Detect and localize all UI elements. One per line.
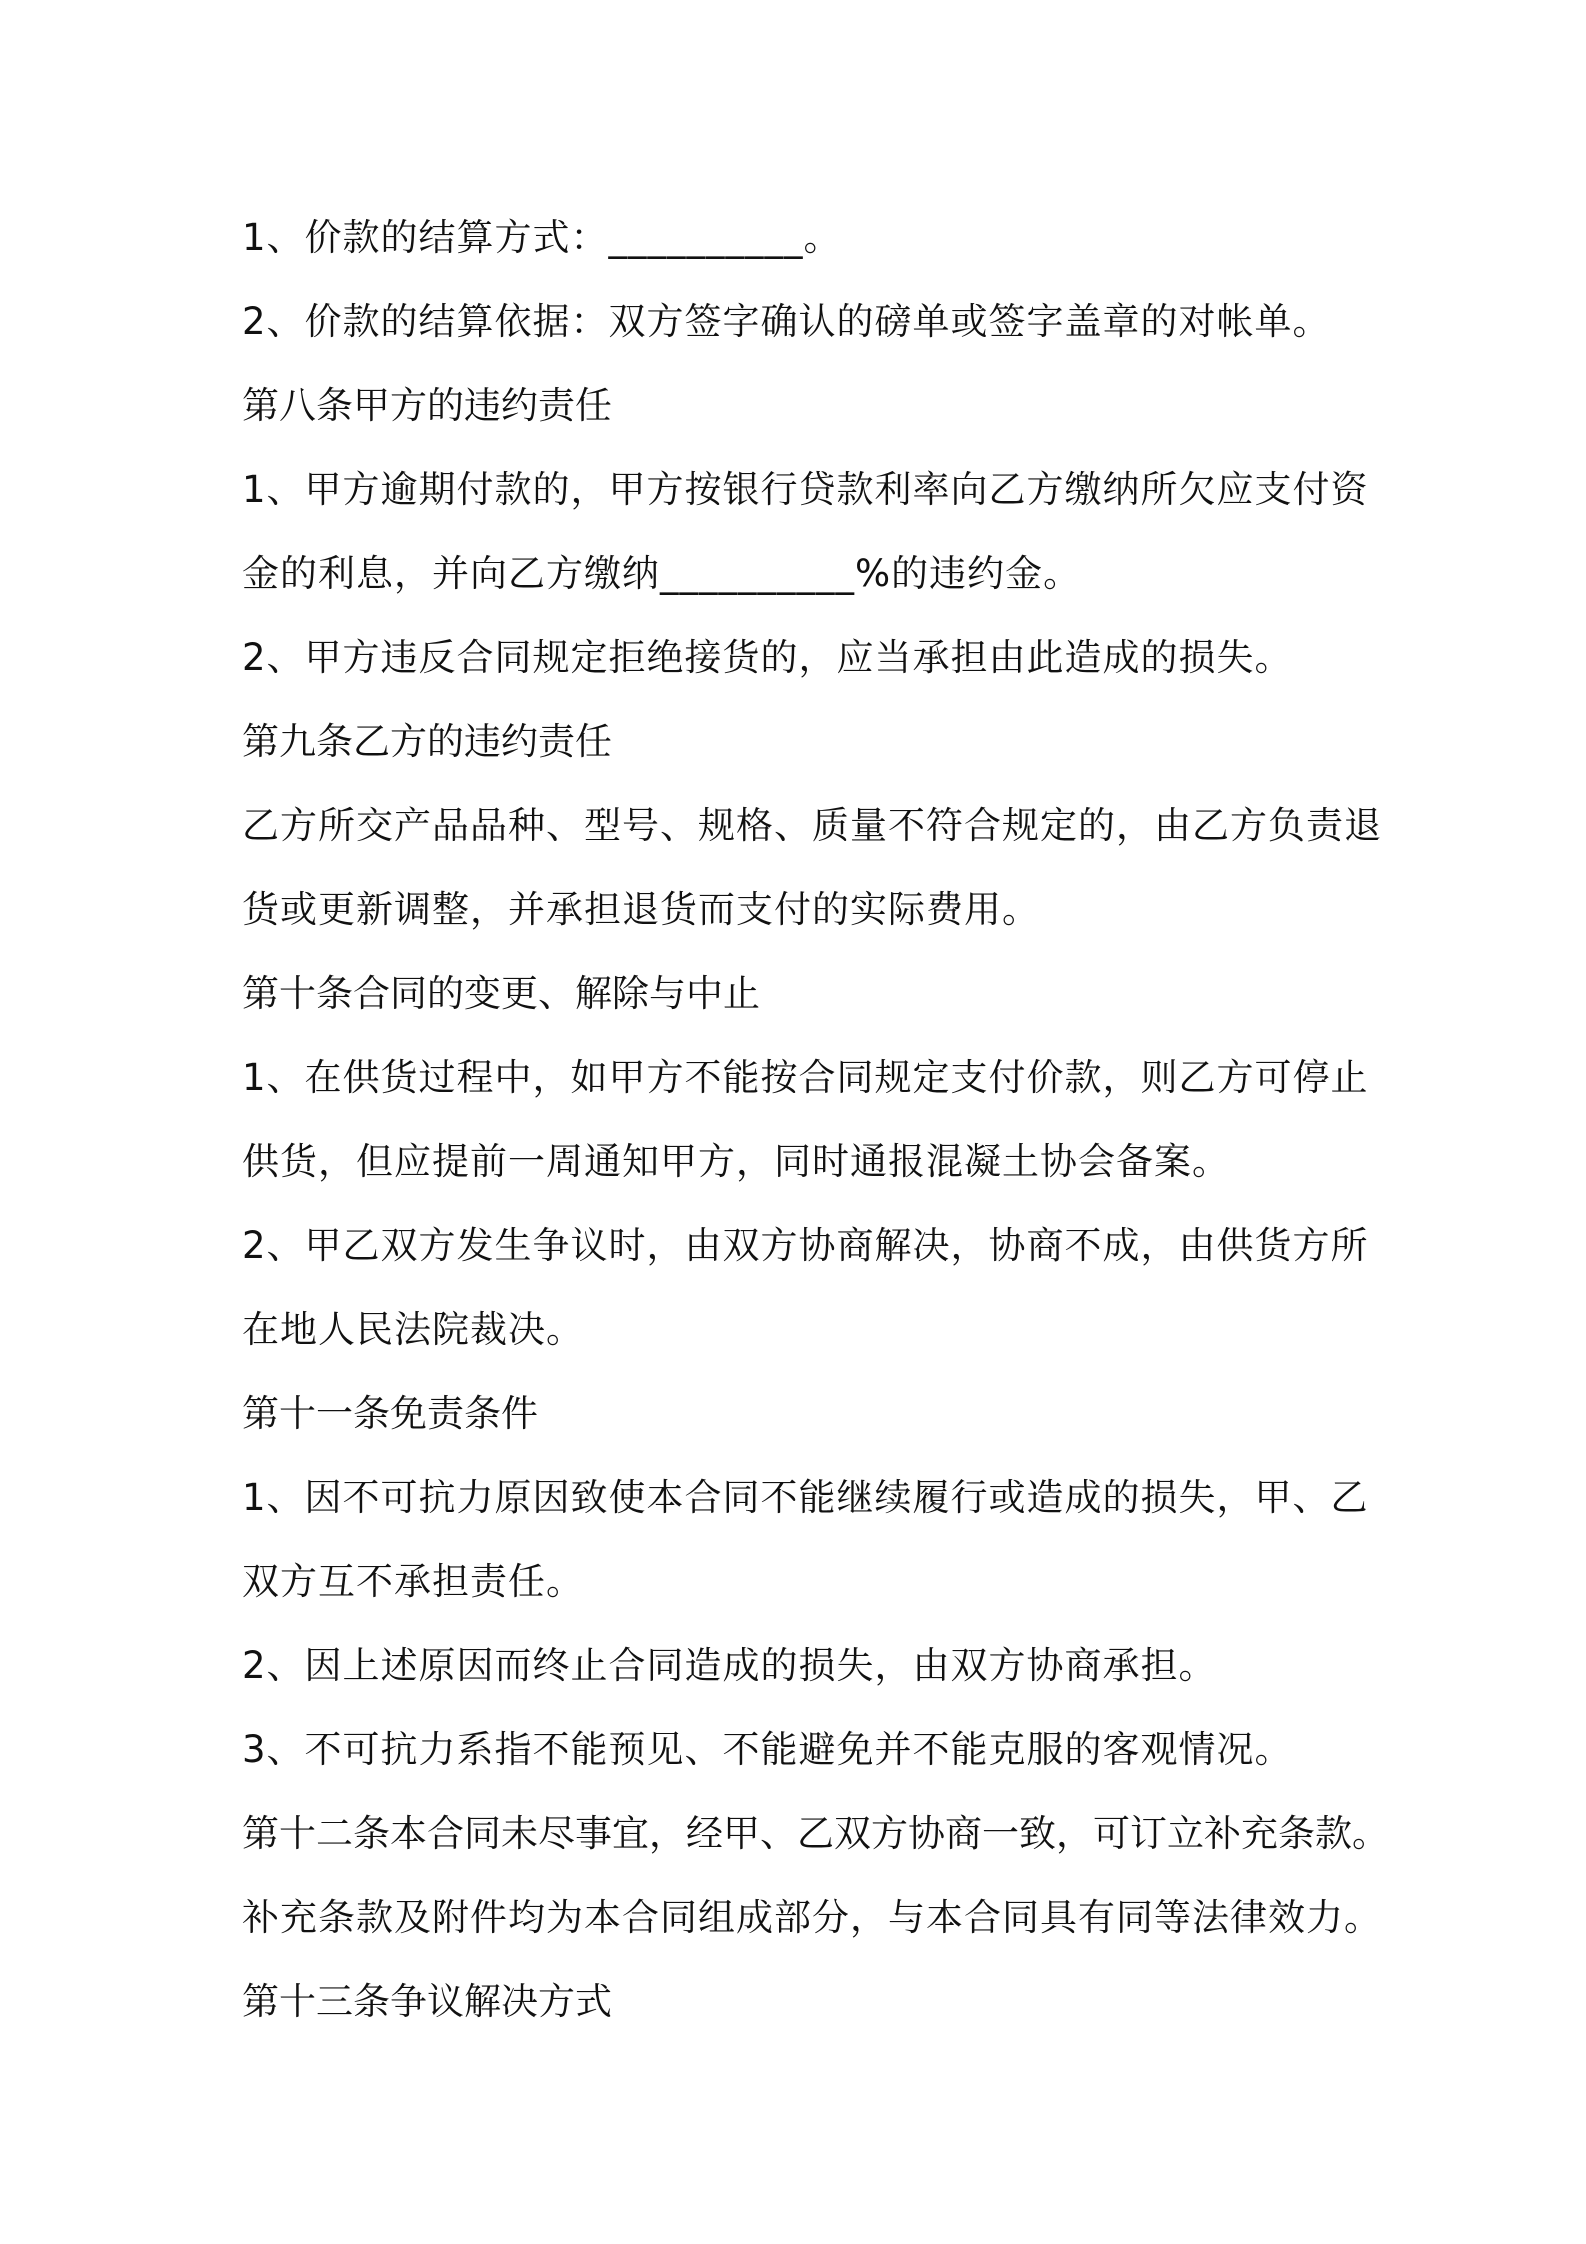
clause-11-item-3: 3、不可抗力系指不能预见、不能避免并不能克服的客观情况。 bbox=[242, 1728, 1293, 1771]
clause-8-item-1-line-2: 金的利息，并向乙方缴纳__________%的违约金。 bbox=[242, 552, 1082, 595]
clause-9-heading: 第九条乙方的违约责任 bbox=[242, 720, 612, 763]
clause-13-heading: 第十三条争议解决方式 bbox=[242, 1980, 612, 2023]
clause-10-item-1-line-1: 1、在供货过程中，如甲方不能按合同规定支付价款，则乙方可停止 bbox=[242, 1056, 1369, 1099]
clause-12-line-2: 补充条款及附件均为本合同组成部分，与本合同具有同等法律效力。 bbox=[242, 1896, 1382, 1939]
clause-9-text-line-1: 乙方所交产品品种、型号、规格、质量不符合规定的，由乙方负责退 bbox=[242, 804, 1382, 847]
clause-11-heading: 第十一条免责条件 bbox=[242, 1392, 538, 1435]
clause-11-item-2: 2、因上述原因而终止合同造成的损失，由双方协商承担。 bbox=[242, 1644, 1217, 1687]
clause-11-item-1-line-2: 双方互不承担责任。 bbox=[242, 1560, 584, 1603]
clause-7-item-2: 2、价款的结算依据：双方签字确认的磅单或签字盖章的对帐单。 bbox=[242, 300, 1331, 343]
clause-10-item-2-line-2: 在地人民法院裁决。 bbox=[242, 1308, 584, 1351]
clause-9-text-line-2: 货或更新调整，并承担退货而支付的实际费用。 bbox=[242, 888, 1040, 931]
clause-11-item-1-line-1: 1、因不可抗力原因致使本合同不能继续履行或造成的损失，甲、乙 bbox=[242, 1476, 1369, 1519]
clause-10-heading: 第十条合同的变更、解除与中止 bbox=[242, 972, 760, 1015]
clause-8-heading: 第八条甲方的违约责任 bbox=[242, 384, 612, 427]
clause-8-item-2: 2、甲方违反合同规定拒绝接货的，应当承担由此造成的损失。 bbox=[242, 636, 1293, 679]
clause-10-item-1-line-2: 供货，但应提前一周通知甲方，同时通报混凝土协会备案。 bbox=[242, 1140, 1230, 1183]
clause-7-item-1: 1、价款的结算方式：__________。 bbox=[242, 216, 842, 259]
clause-12-line-1: 第十二条本合同未尽事宜，经甲、乙双方协商一致，可订立补充条款。 bbox=[242, 1812, 1389, 1855]
clause-10-item-2-line-1: 2、甲乙双方发生争议时，由双方协商解决，协商不成，由供货方所 bbox=[242, 1224, 1369, 1267]
clause-8-item-1-line-1: 1、甲方逾期付款的，甲方按银行贷款利率向乙方缴纳所欠应支付资 bbox=[242, 468, 1369, 511]
document-body bbox=[242, 196, 1389, 2044]
